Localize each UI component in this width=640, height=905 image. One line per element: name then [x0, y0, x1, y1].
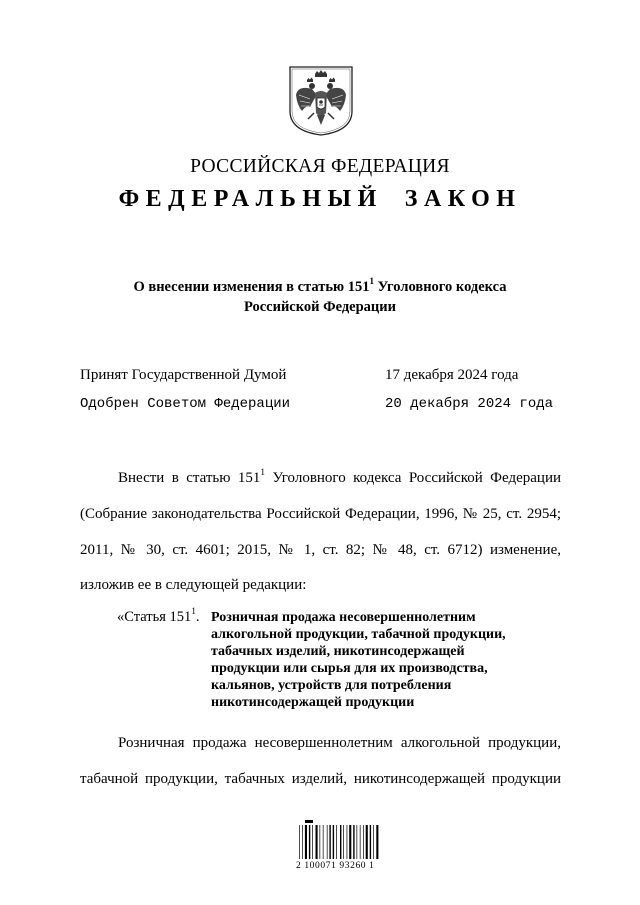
law-type-word-federal: ФЕДЕРАЛЬНЫЙ: [118, 186, 383, 212]
p1-prefix: Внести в статью 151: [118, 470, 261, 486]
barcode-icon: [297, 820, 381, 860]
coat-of-arms-icon: [288, 65, 354, 137]
adopted-label: Принят Государственной Думой: [80, 367, 287, 383]
law-type-word-law: ЗАКОН: [404, 186, 522, 212]
paragraph-1-line-3: 2011, № 30, ст. 4601; 2015, № 1, ст. 82; № 48, ст. 6712) изменение,: [80, 542, 561, 558]
article-title-line: табачных изделий, никотинсодержащей: [211, 644, 465, 659]
article-title-line: кальянов, устройств для потребления: [211, 678, 452, 693]
title-suffix: Уголовного кодекса: [373, 279, 507, 295]
paragraph-1-line-4: изложив ее в следующей редакции:: [80, 577, 307, 593]
law-title-line-1: [0, 275, 640, 296]
article-superscript: 1: [191, 605, 196, 616]
article-title-line: алкогольной продукции, табачной продукции,: [211, 627, 506, 642]
article-title-line: никотинсодержащей продукции: [211, 695, 415, 710]
approved-label: Одобрен Советом Федерации: [80, 396, 291, 412]
title-superscript: 1: [369, 275, 374, 286]
paragraph-1-line-1: [118, 467, 561, 487]
paragraph-2-line-2: табачной продукции, табачных изделий, никотинсодержащей продукции: [80, 771, 561, 787]
approved-date: 20 декабря 2024 года: [385, 396, 554, 412]
barcode-number: 2 100071 93260 1: [296, 861, 375, 871]
law-type-heading: [0, 186, 640, 213]
title-prefix: О внесении изменения в статью 151: [133, 279, 370, 295]
law-title-line-2: Российской Федерации: [243, 299, 396, 315]
p1-suffix: Уголовного кодекса Российской Федерации: [265, 470, 561, 486]
adopted-date: 17 декабря 2024 года: [385, 367, 519, 383]
paragraph-2-line-1: Розничная продажа несовершеннолетним алкогольной продукции,: [118, 735, 561, 751]
article-dot: .: [195, 609, 200, 625]
article-heading: [117, 605, 200, 626]
article-title-line: продукции или сырья для их производства,: [211, 661, 488, 676]
paragraph-1-line-2: (Собрание законодательства Российской Федерации, 1996, № 25, ст. 2954;: [80, 506, 561, 522]
country-name: РОССИЙСКАЯ ФЕДЕРАЦИЯ: [190, 156, 450, 177]
p1-superscript: 1: [260, 467, 266, 478]
article-title-line: Розничная продажа несовершеннолетним: [211, 610, 476, 625]
article-prefix: «Статья 151: [117, 609, 192, 625]
